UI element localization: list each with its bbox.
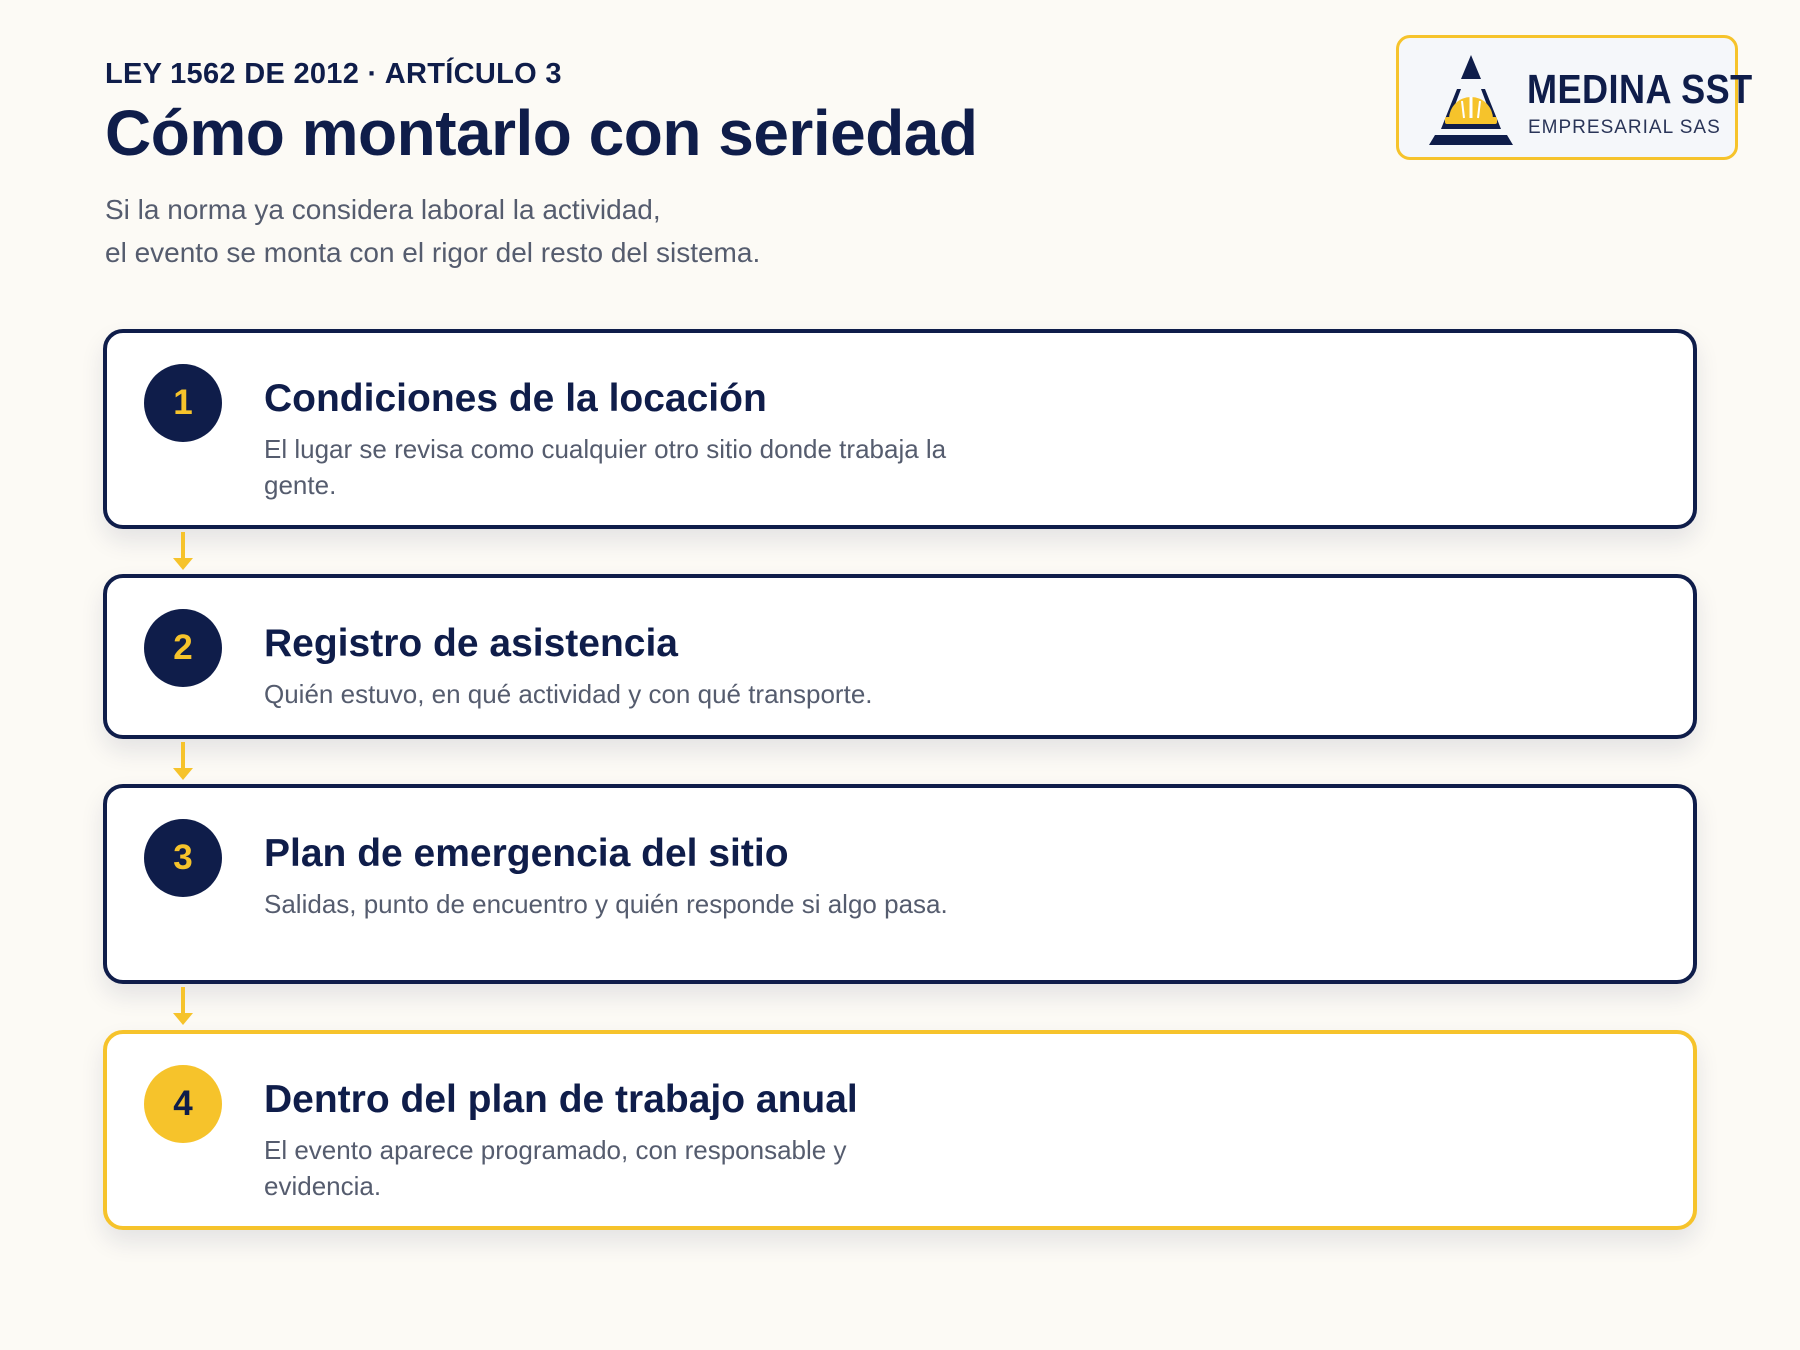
step-title: Condiciones de la locación [264,377,767,420]
step-number-badge: 2 [144,609,222,687]
step-description: El lugar se revisa como cualquier otro sitio donde trabaja la gente. [264,434,947,500]
page-subtitle [105,188,760,274]
logo-name: MEDINA SST [1527,66,1753,112]
subtitle-line: Si la norma ya considera laboral la actividad, [105,194,661,225]
step-title: Plan de emergencia del sitio [264,832,789,875]
arrow-down-icon [171,987,195,1027]
step-description: El evento aparece programado, con responsable y evidencia. [264,1135,847,1201]
step-number-badge: 3 [144,819,222,897]
step-description: Salidas, punto de encuentro y quién responde si algo pasa. [264,889,948,919]
step-number-badge: 4 [144,1065,222,1143]
company-logo [1396,35,1753,160]
step-title: Dentro del plan de trabajo anual [264,1078,858,1121]
subtitle-line: el evento se monta con el rigor del resto del sistema. [105,237,761,268]
eyebrow-label: LEY 1562 DE 2012 · ARTÍCULO 3 [105,58,562,90]
step-description: Quién estuvo, en qué actividad y con qué transporte. [264,679,873,709]
step-card-2 [103,574,1697,739]
arrow-down-icon [171,742,195,782]
logo-subtitle: EMPRESARIAL SAS [1528,117,1721,138]
step-title: Registro de asistencia [264,622,678,665]
step-number-badge: 1 [144,364,222,442]
arrow-down-icon [171,532,195,572]
page-title: Cómo montarlo con seriedad [105,97,978,169]
hard-hat-triangle-icon [1421,49,1521,153]
step-card-3 [103,784,1697,984]
step-card-4 [103,1030,1697,1230]
step-card-1 [103,329,1697,529]
